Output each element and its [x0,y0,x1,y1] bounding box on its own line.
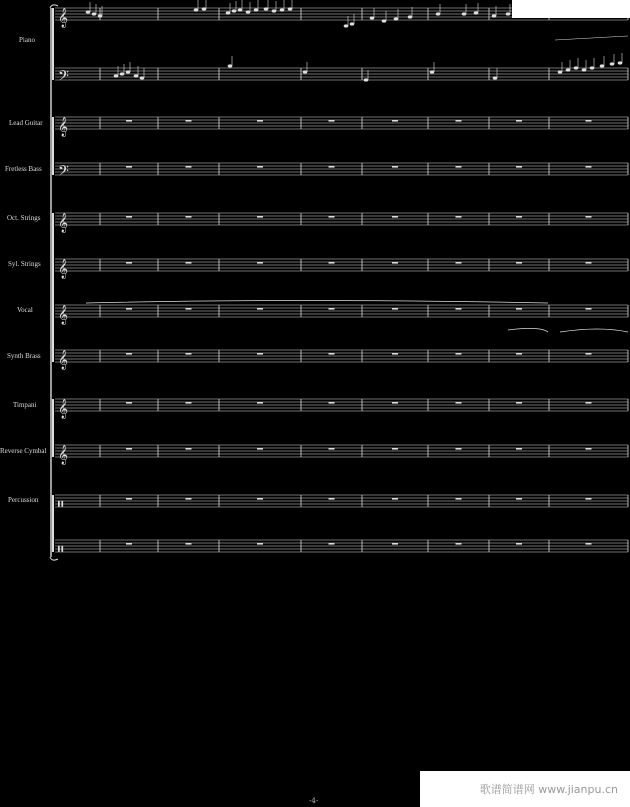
whole-rest [186,353,192,355]
staff-label-synth-brass: Synth Brass [7,352,41,360]
whole-rest [186,120,192,122]
whole-rest [392,308,398,310]
bass-clef: 𝄥 [58,540,64,560]
whole-rest [456,353,462,355]
whole-rest [586,166,592,168]
note-head [264,7,269,10]
note-head [558,70,563,73]
note-head [394,17,399,20]
page-number: -4- [309,797,319,805]
whole-rest [126,448,132,450]
whole-rest [456,166,462,168]
whole-rest [392,498,398,500]
whole-rest [516,308,522,310]
whole-rest [186,498,192,500]
whole-rest [516,262,522,264]
whole-rest [456,543,462,545]
bass-clef: 𝄥 [58,495,64,515]
whole-rest [329,262,335,264]
whole-rest [186,308,192,310]
note-head [228,64,233,67]
whole-rest [392,402,398,404]
whole-rest [329,166,335,168]
note-head [492,14,497,17]
whole-rest [586,402,592,404]
staff-label-fretless-bass: Fretless Bass [5,165,42,173]
whole-rest [392,166,398,168]
whole-rest [257,402,263,404]
note-head [344,24,349,27]
whole-rest [392,216,398,218]
whole-rest [126,216,132,218]
whole-rest [392,262,398,264]
whole-rest [329,402,335,404]
staff-label-piano: Piano [19,36,35,44]
whole-rest [456,448,462,450]
note-head [506,12,511,15]
note-head [238,8,243,11]
whole-rest [516,216,522,218]
whole-rest [456,498,462,500]
whole-rest [516,498,522,500]
whole-rest [586,308,592,310]
treble-clef: 𝄞 [58,305,69,325]
whole-rest [586,216,592,218]
whole-rest [329,353,335,355]
crescendo-line [555,36,628,40]
whole-rest [257,216,263,218]
whole-rest [586,120,592,122]
note-head [382,19,387,22]
whole-rest [392,543,398,545]
whole-rest [586,543,592,545]
page-corner [512,0,630,18]
whole-rest [456,216,462,218]
staff-label-oct-strings: Oct. Strings [7,214,41,222]
note-head [370,16,375,19]
note-head [430,70,435,73]
whole-rest [516,166,522,168]
whole-rest [186,448,192,450]
note-head [246,10,251,13]
whole-rest [586,262,592,264]
staff-label-reverse-cymbal: Reverse Cymbal [0,447,47,455]
treble-clef: 𝄞 [58,445,69,465]
whole-rest [516,353,522,355]
whole-rest [186,262,192,264]
whole-rest [186,402,192,404]
note-head [590,66,595,69]
whole-rest [516,543,522,545]
whole-rest [126,262,132,264]
whole-rest [186,543,192,545]
note-head [600,64,605,67]
whole-rest [456,262,462,264]
note-head [288,7,293,10]
whole-rest [186,166,192,168]
bracket-hook [50,5,58,8]
staff-label-lead-guitar: Lead Guitar [9,119,43,127]
note-head [202,7,207,10]
note-head [574,66,579,69]
staff-label-vocal: Vocal [17,306,33,314]
whole-rest [329,448,335,450]
note-head [194,8,199,11]
whole-rest [516,402,522,404]
whole-rest [586,448,592,450]
whole-rest [329,543,335,545]
note-head [134,74,139,77]
bass-clef: 𝄢 [58,68,69,88]
note-head [610,62,615,65]
whole-rest [329,308,335,310]
whole-rest [126,308,132,310]
whole-rest [516,120,522,122]
whole-rest [516,448,522,450]
note-head [254,8,259,11]
whole-rest [257,262,263,264]
note-head [350,22,355,25]
whole-rest [392,448,398,450]
note-head [92,12,97,15]
treble-clef: 𝄞 [58,350,69,370]
note-head [280,8,285,11]
note-head [272,9,277,12]
whole-rest [586,353,592,355]
whole-rest [392,120,398,122]
whole-rest [257,353,263,355]
note-head [232,9,237,12]
whole-rest [329,120,335,122]
staff-label-syl-strings: Syl. Strings [8,260,41,268]
note-head [436,12,441,15]
treble-clef: 𝄞 [58,399,69,419]
whole-rest [126,498,132,500]
whole-rest [456,120,462,122]
whole-rest [456,402,462,404]
whole-rest [257,166,263,168]
whole-rest [257,308,263,310]
treble-clef: 𝄞 [58,8,69,28]
vocal-tie [86,301,548,304]
note-head [618,61,623,64]
treble-clef: 𝄞 [58,117,69,137]
whole-rest [126,353,132,355]
whole-rest [257,543,263,545]
whole-rest [257,448,263,450]
staff-label-percussion: Percussion [8,496,39,504]
note-head [493,76,498,79]
treble-clef: 𝄞 [58,213,69,233]
whole-rest [329,498,335,500]
note-head [86,10,91,13]
note-head [120,72,125,75]
note-head [364,78,369,81]
watermark [420,771,630,807]
note-head [462,12,467,15]
note-head [114,74,119,77]
whole-rest [329,216,335,218]
staff-label-timpani: Timpani [13,401,37,409]
whole-rest [186,216,192,218]
note-head [566,68,571,71]
whole-rest [392,353,398,355]
note-head [140,76,145,79]
note-head [126,70,131,73]
note-head [303,70,308,73]
whole-rest [126,402,132,404]
bracket-hook [50,557,58,560]
whole-rest [126,166,132,168]
watermark-text: 歌谱简谱网 www.jianpu.cn [479,783,618,796]
synth-brass-slur [560,329,628,332]
treble-clef: 𝄞 [58,259,69,279]
synth-brass-slur [508,328,548,332]
whole-rest [126,543,132,545]
note-head [408,15,413,18]
whole-rest [257,498,263,500]
whole-rest [257,120,263,122]
note-head [98,14,103,17]
whole-rest [456,308,462,310]
whole-rest [126,120,132,122]
note-head [474,11,479,14]
bass-clef: 𝄢 [58,163,69,183]
note-head [582,68,587,71]
note-head [226,11,231,14]
whole-rest [586,498,592,500]
